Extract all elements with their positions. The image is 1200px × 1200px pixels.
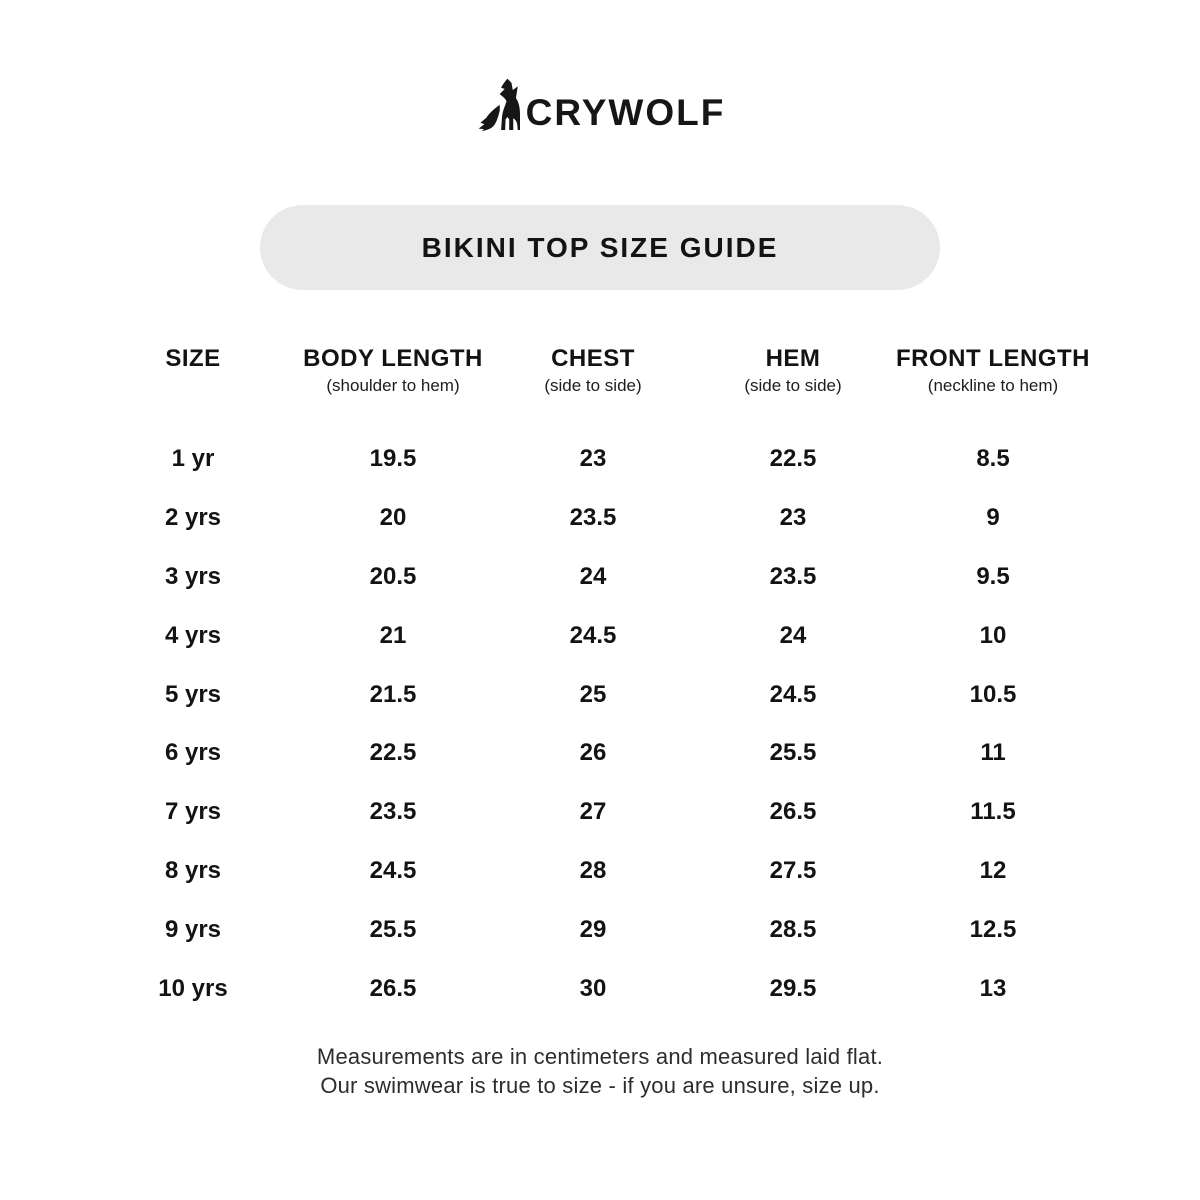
measurement-cell: 23.5: [369, 798, 417, 826]
measurement-cell: 21: [379, 621, 407, 649]
measurement-cell: 28.5: [769, 915, 817, 943]
column-label: CHEST: [551, 345, 635, 372]
table-row: [93, 489, 1093, 548]
page-title: BIKINI TOP SIZE GUIDE: [421, 231, 779, 263]
table-row: [93, 842, 1093, 901]
column-sublabel: [93, 376, 293, 396]
measurement-cell: 24: [579, 562, 607, 590]
size-guide-title-pill: [260, 205, 940, 290]
size-cell: 5 yrs: [164, 680, 222, 708]
measurement-cell: 10: [979, 621, 1007, 649]
measurement-cell: 21.5: [369, 680, 417, 708]
size-cell: 6 yrs: [164, 739, 222, 767]
column-header-hem: [693, 345, 893, 396]
measurement-cell: 12.5: [969, 915, 1017, 943]
size-cell: 8 yrs: [164, 856, 222, 884]
column-label: FRONT LENGTH: [896, 345, 1090, 372]
measurement-cell: 22.5: [369, 739, 417, 767]
column-header-chest: [493, 345, 693, 396]
measurement-cell: 20: [379, 504, 407, 532]
measurement-cell: 25: [579, 680, 607, 708]
size-table-body: [93, 430, 1093, 1018]
measurement-cell: 27: [579, 798, 607, 826]
column-header-body-length: [293, 345, 493, 396]
measurement-cell: 20.5: [369, 562, 417, 590]
table-row: [93, 665, 1093, 724]
measurement-cell: 22.5: [769, 445, 817, 473]
column-header-size: [93, 345, 293, 396]
measurement-cell: 11: [980, 739, 1006, 767]
measurement-cell: 25.5: [769, 739, 817, 767]
measurement-cell: 28: [579, 856, 607, 884]
size-cell: 3 yrs: [164, 562, 222, 590]
measurement-cell: 23.5: [769, 562, 817, 590]
measurement-cell: 9: [986, 504, 1000, 532]
measurement-cell: 26.5: [769, 798, 817, 826]
measurement-cell: 29.5: [769, 974, 817, 1002]
measurement-cell: 19.5: [369, 445, 417, 473]
measurement-cell: 26: [579, 739, 607, 767]
measurement-cell: 10.5: [969, 680, 1017, 708]
table-row: [93, 959, 1093, 1018]
measurement-cell: 30: [579, 974, 607, 1002]
howling-wolf-icon: [475, 74, 520, 134]
column-sublabel: (side to side): [544, 376, 642, 395]
table-row: [93, 783, 1093, 842]
column-sublabel: (side to side): [744, 376, 842, 395]
measurement-cell: 12: [979, 856, 1007, 884]
measurement-cell: 29: [579, 915, 607, 943]
note-line-1: Measurements are in centimeters and measured laid flat.: [316, 1044, 884, 1069]
size-cell: 7 yrs: [164, 798, 222, 826]
table-row: [93, 724, 1093, 783]
measurement-cell: 24.5: [369, 856, 417, 884]
measurement-cell: 23: [779, 504, 807, 532]
column-sublabel: (shoulder to hem): [326, 376, 460, 395]
brand-logo: [0, 72, 1200, 134]
measurement-cell: 23: [579, 445, 607, 473]
table-row: [93, 430, 1093, 489]
note-line-2: Our swimwear is true to size - if you are unsure, size up.: [320, 1073, 880, 1098]
measurement-cell: 13: [979, 974, 1007, 1002]
column-label: HEM: [765, 345, 821, 372]
column-label: BODY LENGTH: [303, 345, 483, 372]
measurement-cell: 26.5: [369, 974, 417, 1002]
measurement-cell: 11.5: [970, 798, 1016, 826]
measurement-cell: 24.5: [769, 680, 817, 708]
measurement-cell: 25.5: [369, 915, 417, 943]
measurement-notes: [0, 1042, 1200, 1100]
size-table-header: [93, 345, 1093, 396]
measurement-cell: 27.5: [769, 856, 817, 884]
table-row: [93, 606, 1093, 665]
table-row: [93, 900, 1093, 959]
column-sublabel: (neckline to hem): [927, 376, 1059, 395]
column-label: SIZE: [165, 345, 221, 372]
brand-name: CRYWOLF: [525, 92, 726, 133]
measurement-cell: 24.5: [569, 621, 617, 649]
measurement-cell: 9.5: [976, 562, 1010, 590]
column-header-front-length: [893, 345, 1093, 396]
size-cell: 9 yrs: [164, 915, 222, 943]
size-table: [93, 345, 1093, 1018]
measurement-cell: 23.5: [569, 504, 617, 532]
measurement-cell: 24: [779, 621, 807, 649]
measurement-cell: 8.5: [976, 445, 1010, 473]
size-cell: 2 yrs: [164, 504, 222, 532]
size-cell: 10 yrs: [158, 974, 228, 1002]
size-cell: 4 yrs: [164, 621, 222, 649]
table-row: [93, 548, 1093, 607]
size-cell: 1 yr: [171, 445, 215, 473]
